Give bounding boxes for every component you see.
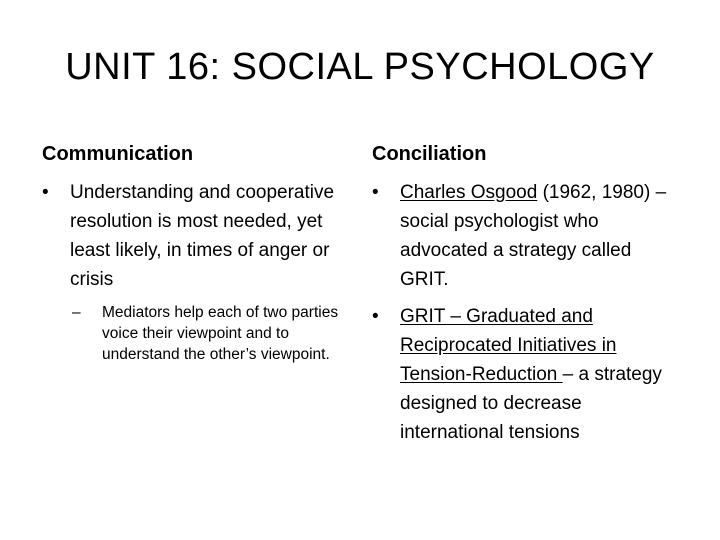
left-bullet-text: Understanding and cooperative resolution is most needed, yet least likely, in times of anger or crisis xyxy=(70,182,335,290)
right-bullet-list xyxy=(372,178,672,447)
left-heading: Communication xyxy=(42,143,194,165)
dash-icon: – xyxy=(72,304,81,321)
left-sub-bullet-item xyxy=(42,302,342,365)
right-column xyxy=(372,140,672,455)
left-column xyxy=(42,140,342,365)
bullet-icon: • xyxy=(372,182,379,203)
grit-text: – a strategy designed to decrease international tensions xyxy=(400,364,662,443)
osgood-text: (1962, 1980) – social psychologist who advocated a strategy called GRIT. xyxy=(400,182,667,290)
osgood-name: Charles Osgood xyxy=(400,182,538,203)
left-sub-bullet-text: Mediators help each of two parties voice their viewpoint and to understand the other’s viewpoint. xyxy=(102,304,339,363)
slide-title: UNIT 16: SOCIAL PSYCHOLOGY xyxy=(65,46,655,88)
bullet-icon: • xyxy=(372,306,379,327)
left-bullet-item xyxy=(42,178,342,294)
bullet-icon: • xyxy=(42,182,49,203)
left-bullet-list xyxy=(42,178,342,365)
right-bullet-item-osgood xyxy=(372,178,672,294)
grit-term: GRIT – Graduated and Reciprocated Initiatives in Tension-Reduction xyxy=(400,306,617,385)
right-heading: Conciliation xyxy=(372,143,487,165)
right-bullet-item-grit xyxy=(372,302,672,447)
